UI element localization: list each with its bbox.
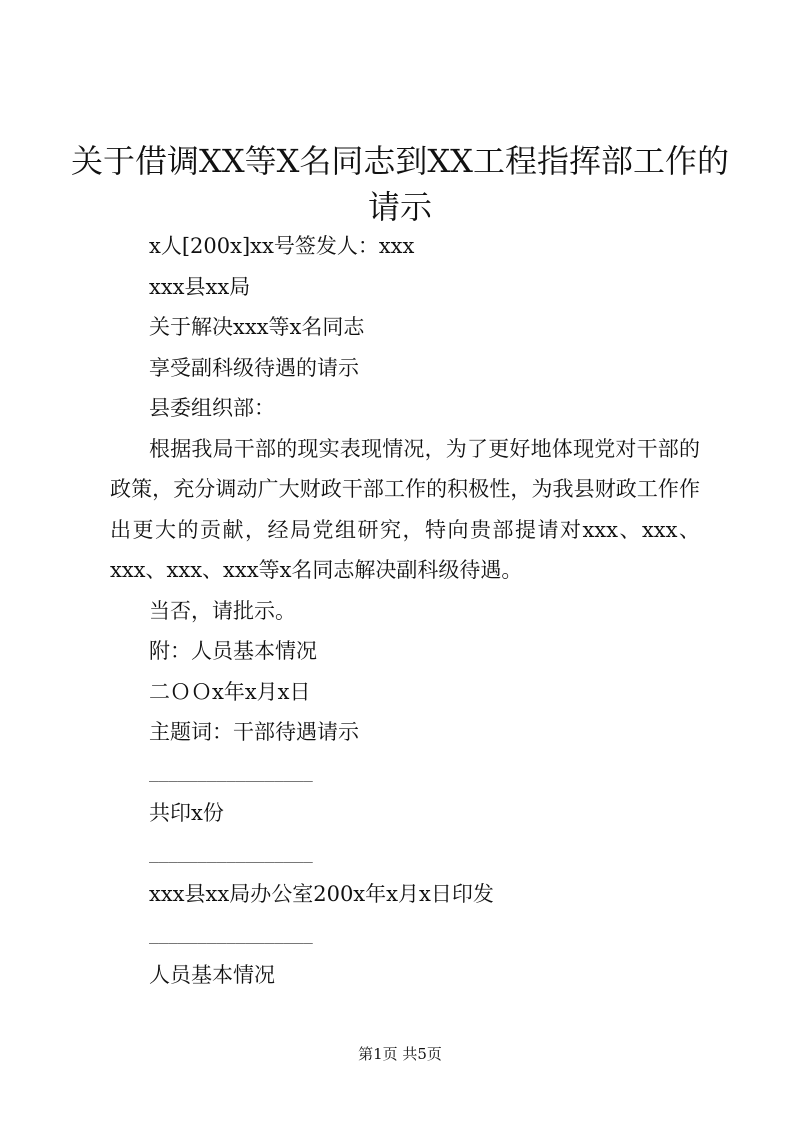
attachment-heading: 人员基本情况 (149, 963, 275, 987)
subject-line-1: 关于解决xxx等x名同志 (149, 315, 365, 339)
main-paragraph: 根据我局干部的现实表现情况，为了更好地体现党对干部的政策，充分调动广大财政干部工作的积极性，为我县财政工作作出更大的贡献，经局党组研究，特向贵部提请对xxx、xxx、xxx、xxx、xxx等x名同志解决副科级待遇。 (110, 436, 700, 582)
subject-line-2: 享受副科级待遇的请示 (149, 355, 359, 380)
document-body (110, 226, 700, 996)
document-number-line: x人[200x]xx号签发人：xxx (149, 234, 415, 258)
separator-rule-1: _________________ (149, 762, 313, 782)
issued-line: xxx县xx局办公室200x年x月x日印发 (149, 882, 494, 906)
issuing-office-line: xxx县xx局 (149, 274, 251, 299)
document-title: 关于借调XX等X名同志到XX工程指挥部工作的请示 (71, 142, 729, 226)
separator-rule-3: _________________ (149, 924, 313, 944)
addressee-line: 县委组织部： (149, 396, 275, 420)
closing-request-line: 当否，请批示。 (149, 598, 296, 623)
separator-rule-2: _________________ (149, 843, 313, 863)
attachment-note-line: 附：人员基本情况 (149, 639, 317, 663)
date-line: 二ＯＯx年x月x日 (149, 679, 311, 704)
copies-line: 共印x份 (149, 801, 224, 825)
keywords-line: 主题词：干部待遇请示 (149, 720, 359, 744)
page-number-footer: 第1页 共5页 (358, 1045, 442, 1063)
